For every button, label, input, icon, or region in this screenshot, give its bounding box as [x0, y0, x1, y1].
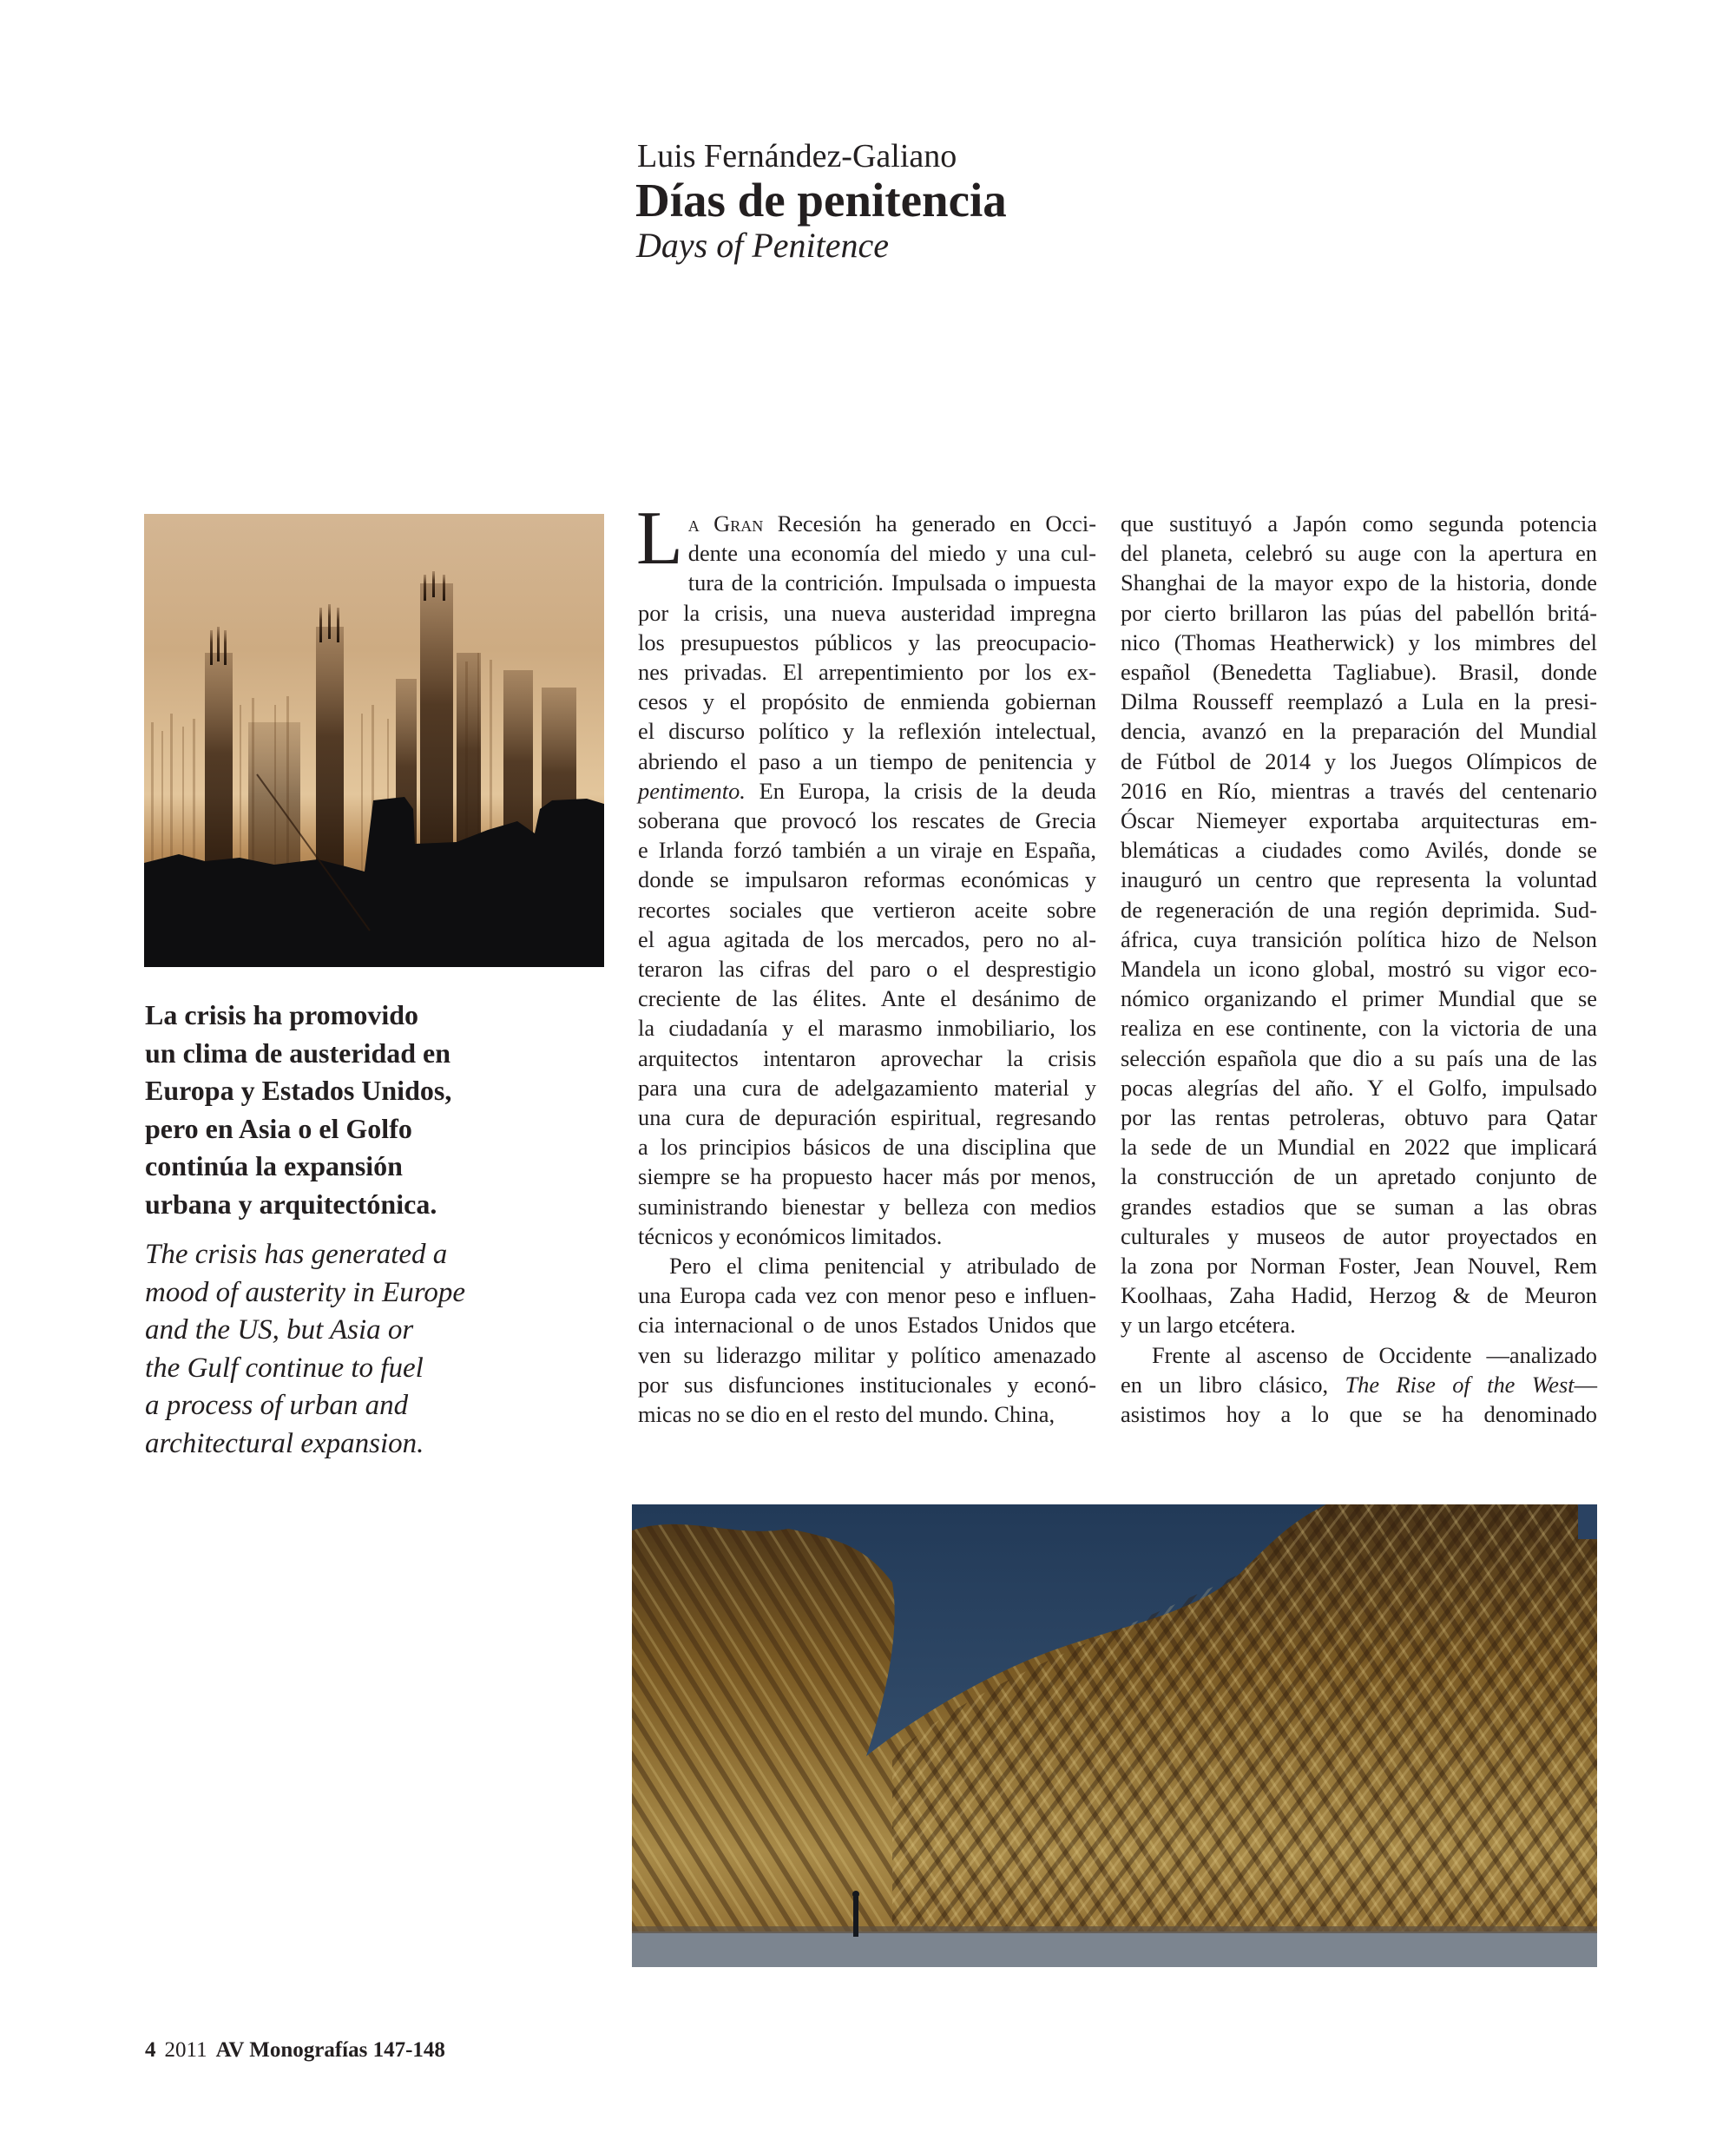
publication-year: 2011 [164, 2038, 207, 2062]
article-title: Días de penitencia [635, 174, 1007, 227]
body-column-1-line: la ciudadanía y el marasmo inmobiliario, los [638, 1015, 1096, 1042]
pull-quote-es-line: La crisis ha promovido [145, 999, 418, 1030]
body-column-1-line: abriendo el paso a un tiempo de penitencia y [638, 747, 1096, 774]
body-column-2-line: del planeta, celebró su auge con la apertura en [1121, 540, 1597, 567]
body-column-1-line: una cura de depuración espiritual, regresando [638, 1104, 1096, 1131]
body-column-2-line: la zona por Norman Foster, Jean Nouvel, Rem [1121, 1253, 1597, 1280]
body-column-1-line: creciente de las élites. Ante el desánimo de [638, 985, 1096, 1012]
body-column-2-line: inauguró un centro que representa la voluntad [1121, 866, 1597, 893]
smallcaps-lead: a Gran [687, 510, 764, 536]
publication-name: AV Monografías 147-148 [215, 2038, 445, 2062]
pull-quote-en-line: a process of urban and [145, 1390, 409, 1421]
body-column-1-line: a los principios básicos de una disciplina que [638, 1134, 1096, 1161]
body-column-2-line: la construcción de un apretado conjunto de [1121, 1163, 1597, 1190]
body-column-1-line: cesos y el propósito de enmienda gobiernan [638, 688, 1096, 715]
pull-quote-en-line: the Gulf continue to fuel [145, 1352, 424, 1384]
body-column-2-line: de Fútbol de 2014 y los Juegos Olímpicos de [1121, 747, 1597, 774]
body-column-2-line: y un largo etcétera. [1121, 1312, 1296, 1339]
body-column-2-line: nico (Thomas Heatherwick) y los mimbres del [1121, 628, 1597, 655]
body-column-2-lines [1121, 509, 1597, 1429]
body-column-2 [1121, 509, 1597, 1429]
body-column-1-lines [636, 497, 1096, 1429]
body-column-1-line: ven su liderazgo militar y político amenazado [638, 1341, 1096, 1368]
pull-quote-en-line: mood of austerity in Europe [145, 1276, 466, 1308]
body-column-1-line: por sus disfunciones institucionales y econó- [638, 1371, 1096, 1398]
construction-silhouette-image [144, 514, 604, 967]
body-column-2-line: español (Benedetta Tagliabue). Brasil, donde [1121, 659, 1597, 686]
body-column-1-line: técnicos y económicos limitados. [638, 1222, 943, 1249]
body-column-1-line: teraron las cifras del paro o el desprestigio [638, 956, 1096, 983]
body-column-2-line: nómico organizando el primer Mundial que se [1121, 985, 1597, 1012]
pull-quote-english [145, 1236, 518, 1463]
body-column-1-line: por la crisis, una nueva austeridad impregna [638, 599, 1096, 626]
body-column-2-line: que sustituyó a Japón como segunda potencia [1121, 510, 1597, 536]
body-column-1-line: e Irlanda forzó también a un viraje en España, [638, 837, 1096, 864]
body-column-2-line: Óscar Niemeyer exportaba arquitecturas em- [1121, 807, 1597, 834]
body-column-1-line: dente una economía del miedo y una cul- [687, 540, 1096, 567]
body-column-2-line: pocas alegrías del año. Y el Golfo, impulsado [1121, 1074, 1597, 1101]
pull-quote-es-line: un clima de austeridad en [145, 1037, 451, 1069]
body-column-2-line: Shanghai de la mayor expo de la historia, donde [1121, 569, 1597, 596]
body-column-1-line: los presupuestos públicos y las preocupacio- [638, 628, 1096, 655]
pull-quote-es-line: continúa la expansión [145, 1150, 403, 1181]
body-column-2-line: blemáticas a ciudades como Avilés, donde se [1121, 837, 1597, 864]
body-column-2-line: asistimos hoy a lo que se ha denominado [1121, 1401, 1597, 1428]
body-column-1-line: pentimento. En Europa, la crisis de la deuda [638, 777, 1096, 804]
body-column-1-line: a Gran Recesión ha generado en Occi- [687, 510, 1096, 536]
page-footer [145, 2037, 445, 2063]
body-column-1-line: para una cura de adelgazamiento material y [638, 1074, 1096, 1101]
article-author: Luis Fernández-Galiano [637, 138, 957, 174]
body-column-2-line: por las rentas petroleras, obtuvo para Qatar [1121, 1104, 1597, 1131]
body-column-2-line: áfrica, cuya transición política hizo de Nelson [1121, 925, 1597, 952]
body-column-2-line: la sede de un Mundial en 2022 que implicará [1121, 1134, 1597, 1161]
pull-quote-en-line: and the US, but Asia or [145, 1314, 414, 1346]
body-column-2-line: Frente al ascenso de Occidente —analizado [1152, 1341, 1597, 1368]
body-column-2-line: Koolhaas, Zaha Hadid, Herzog & de Meuron [1121, 1282, 1597, 1309]
body-column-2-line: 2016 en Río, mientras a través del centenario [1121, 777, 1597, 804]
wicker-pavilion-image [632, 1504, 1597, 1967]
page-number: 4 [145, 2038, 156, 2062]
pull-quote-es-line: urbana y arquitectónica. [145, 1188, 437, 1220]
body-column-2-line: dencia, avanzó en la preparación del Mundial [1121, 718, 1597, 745]
body-column-2-line: culturales y museos de autor proyectados en [1121, 1222, 1597, 1249]
body-column-2-line: grandes estadios que se suman a las obras [1121, 1193, 1597, 1220]
body-column-1-line: suministrando bienestar y belleza con medios [638, 1193, 1096, 1220]
body-column-2-line: selección española que dio a su país una de las [1121, 1044, 1597, 1071]
pull-quote-en-line: The crisis has generated a [145, 1239, 448, 1270]
body-column-1-line: el agua agitada de los mercados, pero no al- [638, 925, 1096, 952]
body-column-1-line: el discurso político y la reflexión intelectual, [638, 718, 1096, 745]
pull-quote-en-line: architectural expansion. [145, 1427, 424, 1459]
body-column-2-line: en un libro clásico, The Rise of the West— [1121, 1371, 1598, 1398]
pull-quote-spanish [145, 997, 510, 1223]
body-column-1-line: recortes sociales que vertieron aceite sobre [638, 896, 1096, 923]
body-column-2-line: Mandela un icono global, mostró su vigor eco- [1121, 956, 1597, 983]
body-column-1-line: una Europa cada vez con menor peso e influen- [638, 1282, 1096, 1309]
drop-cap: L [636, 497, 683, 581]
body-column-2-line: de regeneración de una región deprimida. Sud- [1121, 896, 1597, 923]
body-column-1-line: cia internacional o de unos Estados Unidos que [638, 1312, 1096, 1339]
construction-silhouette-photo [144, 514, 604, 967]
body-column-2-line: Dilma Rousseff reemplazó a Lula en la presi- [1121, 688, 1597, 715]
body-column-1-line: micas no se dio en el resto del mundo. China, [638, 1401, 1055, 1428]
body-column-1-line: Pero el clima penitencial y atribulado de [669, 1253, 1096, 1280]
body-column-2-line: por cierto brillaron las púas del pabellón britá- [1121, 599, 1597, 626]
body-column-1-line: soberana que provocó los rescates de Grecia [638, 807, 1096, 834]
body-column-1-line: tura de la contrición. Impulsada o impuesta [687, 569, 1096, 596]
article-subtitle: Days of Penitence [636, 226, 889, 265]
person-figure [853, 1897, 858, 1937]
body-column-1-line: nes privadas. El arrepentimiento por los ex- [638, 659, 1096, 686]
body-column-1-line: siempre se ha propuesto hacer más por menos, [638, 1163, 1096, 1190]
pull-quote-es-line: Europa y Estados Unidos, [145, 1075, 452, 1106]
pull-quote-es-line: pero en Asia o el Golfo [145, 1112, 412, 1144]
wicker-pavilion-photo [632, 1504, 1597, 1967]
body-column-2-line: realiza en ese continente, con la victoria de una [1121, 1015, 1597, 1042]
body-column-1 [636, 497, 1096, 1429]
body-column-1-line: donde se impulsaron reformas económicas y [638, 866, 1096, 893]
body-column-1-line: arquitectos intentaron aprovechar la crisis [638, 1044, 1096, 1071]
